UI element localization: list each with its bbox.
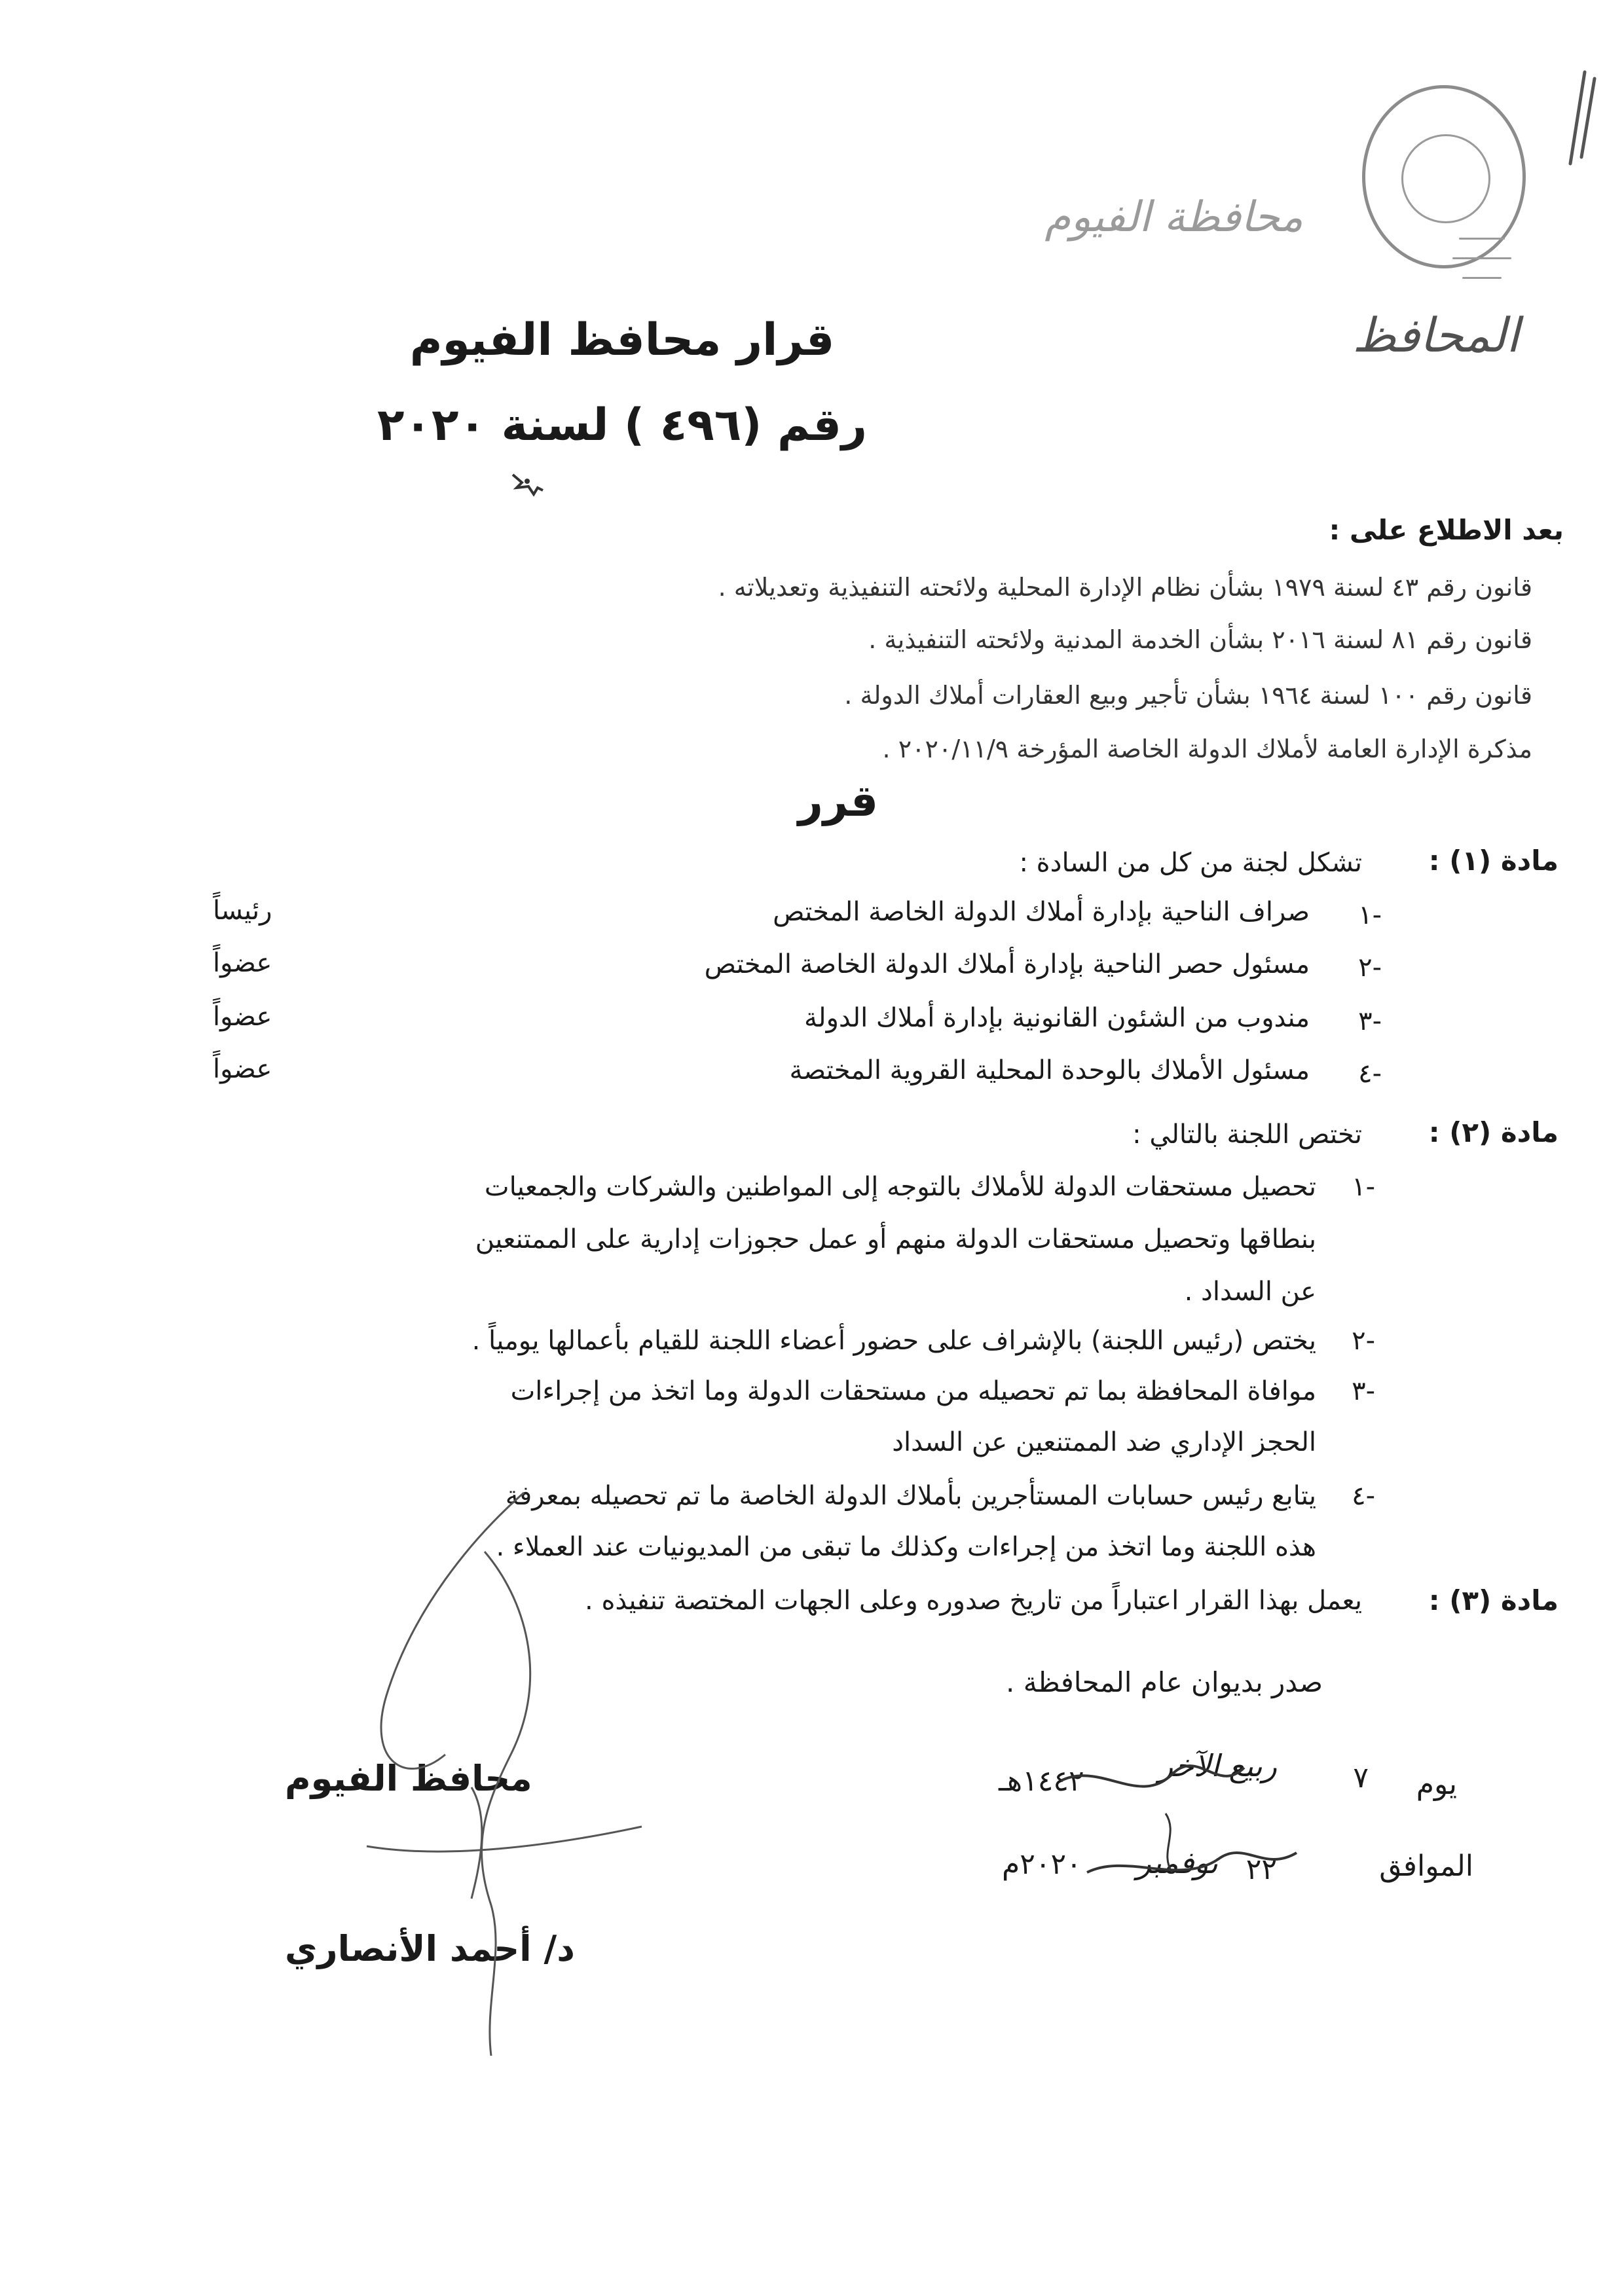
member-title: صراف الناحية بإدارة أملاك الدولة الخاصة المختص <box>773 897 1310 927</box>
issued-statement: صدر بديوان عام المحافظة . <box>1006 1666 1323 1698</box>
law-reference: قانون رقم ٤٣ لسنة ١٩٧٩ بشأن نظام الإدارة المحلية ولائحته التنفيذية وتعديلاته . <box>718 573 1532 602</box>
governorate-stamp-text: محافظة الفيوم <box>1044 193 1303 242</box>
preamble-heading: بعد الاطلاع على : <box>1329 514 1564 546</box>
member-number: ٤- <box>1358 1059 1382 1089</box>
law-reference: قانون رقم ٨١ لسنة ٢٠١٦ بشأن الخدمة المدنية ولائحته التنفيذية . <box>868 625 1532 654</box>
hijri-year: ١٤٤٢هـ <box>999 1764 1084 1798</box>
day-label: يوم <box>1416 1768 1457 1801</box>
member-title: مسئول حصر الناحية بإدارة أملاك الدولة الخاصة المختص <box>704 949 1310 979</box>
member-number: ٢- <box>1358 953 1382 983</box>
law-reference: قانون رقم ١٠٠ لسنة ١٩٦٤ بشأن تأجير وبيع العقارات أملاك الدولة . <box>844 681 1532 710</box>
item-text-line: موافاة المحافظة بما تم تحصيله من مستحقات الدولة وما اتخذ من إجراءات <box>510 1376 1316 1406</box>
decree-word: قرر <box>798 776 879 826</box>
item-text-line: الحجز الإداري ضد الممتنعين عن السداد <box>892 1427 1316 1457</box>
page-number-mark <box>1559 65 1598 170</box>
member-title: مسئول الأملاك بالوحدة المحلية القروية المختصة <box>789 1055 1310 1085</box>
item-number: ١- <box>1352 1172 1375 1202</box>
item-text-line: يختص (رئيس اللجنة) بالإشراف على حضور أعضاء اللجنة للقيام بأعمالها يومياً . <box>471 1326 1316 1356</box>
member-role: عضواً <box>213 1002 272 1032</box>
article-1-intro: تشكل لجنة من كل من السادة : <box>1019 848 1362 878</box>
governorate-seal <box>1362 85 1526 268</box>
greg-month: نوفمبر <box>1136 1845 1218 1880</box>
governor-name: د/ أحمد الأنصاري <box>285 1928 575 1969</box>
law-reference: مذكرة الإدارة العامة لأملاك الدولة الخاصة المؤرخة ٢٠٢٠/١١/٩ . <box>882 735 1532 763</box>
item-text-line: يتابع رئيس حسابات المستأجرين بأملاك الدولة الخاصة ما تم تحصيله بمعرفة <box>505 1481 1316 1511</box>
member-role: عضواً <box>213 948 272 978</box>
governor-office-label: المحافظ <box>1352 308 1519 363</box>
corresponding-label: الموافق <box>1379 1850 1473 1883</box>
signature-scribble <box>275 1480 701 2069</box>
decree-title: قرار محافظ الفيوم <box>409 314 835 366</box>
item-number: ٣- <box>1352 1376 1375 1406</box>
greg-year: ٢٠٢٠م <box>1002 1848 1082 1881</box>
article-1-label: مادة (١) : <box>1428 845 1559 877</box>
article-3-label: مادة (٣) : <box>1428 1584 1559 1616</box>
hijri-month: ربيع الآخر <box>1158 1748 1277 1783</box>
item-text-line: هذه اللجنة وما اتخذ من إجراءات وكذلك ما تبقى من المديونيات عند العملاء . <box>496 1532 1316 1562</box>
member-role: رئيساً <box>213 896 272 926</box>
member-number: ٣- <box>1358 1006 1382 1036</box>
greg-day: ٢٢ <box>1246 1853 1277 1886</box>
member-title: مندوب من الشئون القانونية بإدارة أملاك الدولة <box>803 1003 1310 1033</box>
item-text-line: عن السداد . <box>1184 1277 1316 1307</box>
ink-mark-icon <box>507 468 547 501</box>
article-2-intro: تختص اللجنة بالتالي : <box>1132 1120 1362 1150</box>
item-number: ٤- <box>1352 1481 1375 1511</box>
date-handwriting <box>1048 1735 1323 1905</box>
hijri-day: ٧ <box>1353 1761 1369 1795</box>
article-2-label: مادة (٢) : <box>1428 1116 1559 1148</box>
member-role: عضواً <box>213 1054 272 1084</box>
seal-emblem <box>1401 134 1490 223</box>
item-text-line: تحصيل مستحقات الدولة للأملاك بالتوجه إلى المواطنين والشركات والجمعيات <box>484 1172 1316 1202</box>
article-3-text: يعمل بهذا القرار اعتباراً من تاريخ صدوره وعلى الجهات المختصة تنفيذه . <box>585 1586 1362 1616</box>
item-text-line: بنطاقها وتحصيل مستحقات الدولة منهم أو عمل حجوزات إدارية على الممتنعين <box>475 1224 1316 1254</box>
decree-number: رقم (٤٩٦ ) لسنة ٢٠٢٠ <box>377 399 868 451</box>
item-number: ٢- <box>1352 1326 1375 1356</box>
governor-title: محافظ الفيوم <box>285 1758 532 1799</box>
member-number: ١- <box>1358 900 1382 930</box>
